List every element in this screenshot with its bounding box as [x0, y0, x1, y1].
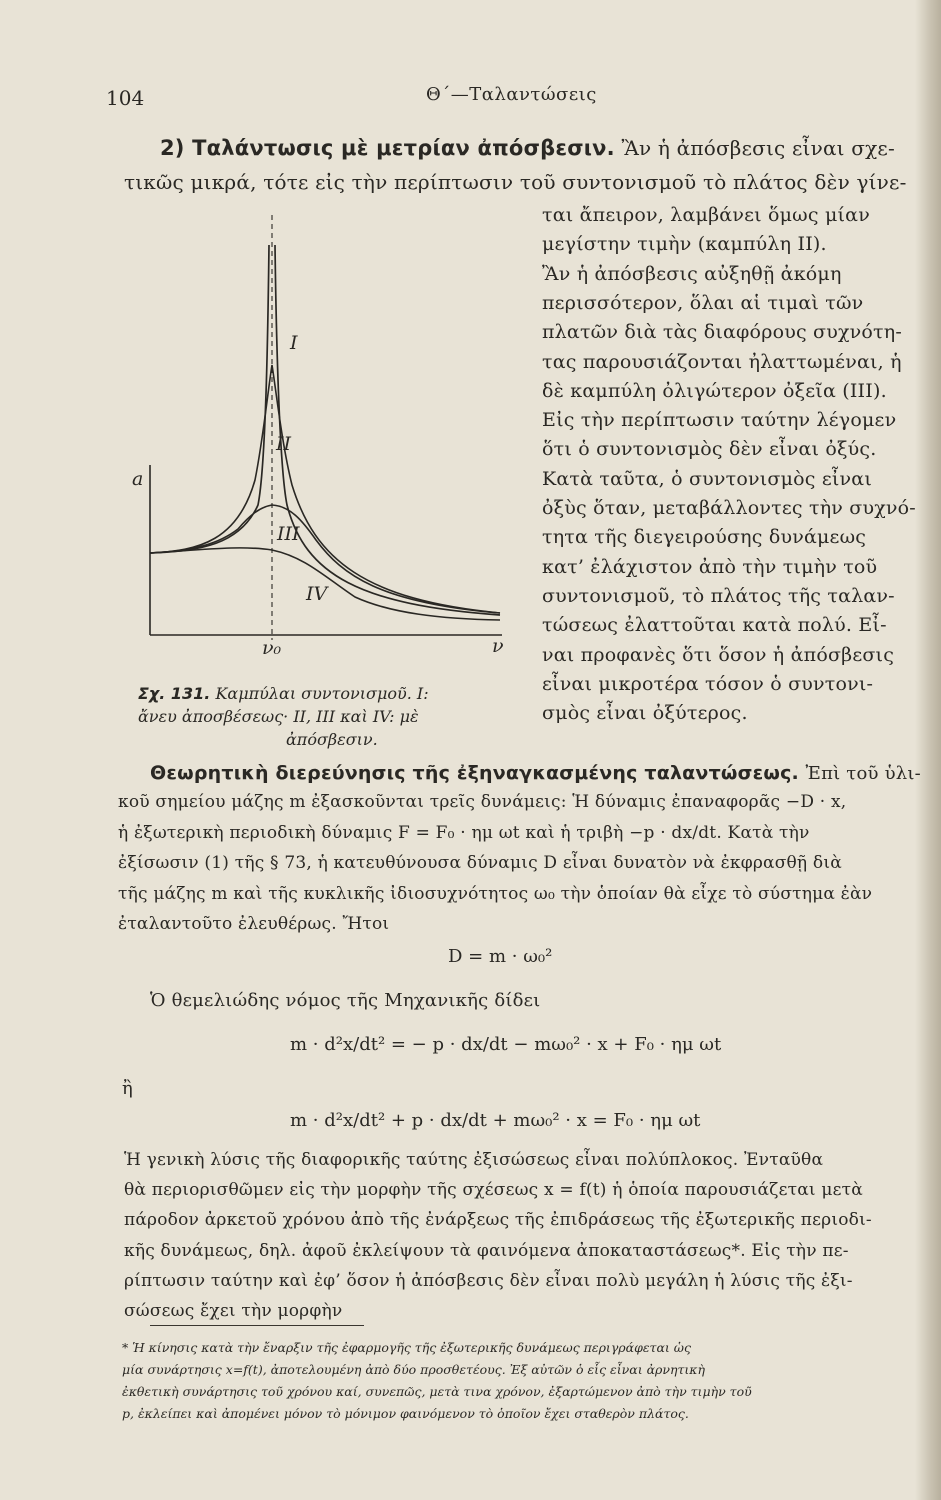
equation-d: D = m · ω₀²: [448, 946, 553, 967]
text-line: ἐξίσωσιν (1) τῆς § 73, ἡ κατευθύνουσα δύναμις D εἶναι δυνατὸν νὰ ἐκφρασθῇ διὰ: [118, 853, 842, 873]
curve-2-label: II: [276, 433, 292, 455]
text-line: ται ἄπειρον, λαμβάνει ὅμως μίαν: [542, 204, 870, 226]
text-line: σώσεως ἔχει τὴν μορφὴν: [124, 1301, 343, 1321]
section-title: 2) Ταλάντωσις μὲ μετρίαν ἀπόσβεσιν.: [160, 136, 615, 160]
text-line: σμὸς εἶναι ὀξύτερος.: [542, 702, 748, 725]
curve-4-label: IV: [306, 583, 328, 605]
theory-intro: Ἐπὶ τοῦ ὑλι-: [805, 763, 921, 784]
figure-caption-line: ἀπόσβεσιν.: [286, 730, 378, 749]
figure-number: Σχ. 131.: [138, 684, 211, 703]
text-line: περισσότερον, ὅλαι αἱ τιμαὶ τῶν: [542, 291, 864, 314]
text-line: τας παρουσιάζονται ἠλαττωμέναι, ἡ: [542, 350, 902, 373]
resonance-frequency-label: ν₀: [262, 637, 282, 659]
figure-caption-text: Καμπύλαι συντονισμοῦ. I:: [215, 684, 429, 703]
figure-caption-line: ἄνευ ἀποσβέσεως· II, III καὶ IV: μὲ: [138, 707, 419, 726]
page-number: 104: [106, 86, 145, 110]
text-line: ρίπτωσιν ταύτην καὶ ἐφ’ ὅσον ἡ ἀπόσβεσις δὲν εἶναι πολὺ μεγάλη ἡ λύσις τῆς ἐξι-: [124, 1270, 853, 1291]
text-line: μία συνάρτησις x=f(t), ἀποτελουμένη ἀπὸ δύο προσθετέους. Ἐξ αὐτῶν ὁ εἷς εἶναι ἀρνητικὴ: [122, 1362, 705, 1377]
text-line: p, ἐκλείπει καὶ ἀπομένει μόνον τὸ μόνιμον φαινόμενον τὸ ὁποῖον ἔχει σταθερὸν πλάτος.: [122, 1406, 689, 1421]
text-line: τητα τῆς διεγειρούσης δυνάμεως: [542, 526, 867, 549]
text-line: μεγίστην τιμὴν (καμπύλη II).: [542, 233, 827, 256]
theory-title: Θεωρητικὴ διερεύνησις τῆς ἐξηναγκασμένης ταλαντώσεως.: [150, 762, 799, 784]
resonance-curves-svg: [120, 215, 520, 675]
theory-heading-line: [150, 760, 921, 784]
text-line: ἐκθετικὴ συνάρτησις τοῦ χρόνου καί, συνεπῶς, μετὰ τινα χρόνον, ἐξαρτώμενον ἀπὸ τὴν τιμὴν τοῦ: [122, 1384, 752, 1399]
curve-3-label: III: [277, 523, 300, 545]
text-line: ὀξὺς ὅταν, μεταβάλλοντες τὴν συχνό-: [542, 497, 916, 519]
text-line: τῆς μάζης m καὶ τῆς κυκλικῆς ἰδιοσυχνότητος ω₀ τὴν ὁποίαν θὰ εἶχε τὸ σύστημα ἐὰν: [118, 883, 873, 904]
text-line: πάροδον ἀρκετοῦ χρόνου ἀπὸ τῆς ἐνάρξεως τῆς ἐπιδράσεως τῆς ἐξωτερικῆς περιοδι-: [124, 1210, 872, 1231]
text-line: πλατῶν διὰ τὰς διαφόρους συχνότη-: [542, 321, 902, 344]
text-line: κῆς δυνάμεως, δηλ. ἀφοῦ ἐκλείψουν τὰ φαινόμενα ἀποκαταστάσεως*. Εἰς τὴν πε-: [124, 1240, 849, 1261]
text-line: ἡ ἐξωτερικὴ περιοδικὴ δύναμις F = F₀ · ημ ωt καὶ ἡ τριβὴ −p · dx/dt. Κατὰ τὴν: [118, 822, 810, 843]
equation-motion-rearranged: m · d²x/dt² + p · dx/dt + mω₀² · x = F₀ · ημ ωt: [290, 1110, 701, 1131]
text-line: δὲ καμπύλη ὀλιγώτερον ὀξεῖα (III).: [542, 379, 887, 402]
text-line: Εἰς τὴν περίπτωσιν ταύτην λέγομεν: [542, 409, 897, 432]
page-edge-shadow: [915, 0, 941, 1500]
text-line: Κατὰ ταῦτα, ὁ συντονισμὸς εἶναι: [542, 467, 872, 490]
text-line: Ἡ γενικὴ λύσις τῆς διαφορικῆς ταύτης ἐξισώσεως εἶναι πολύπλοκος. Ἐνταῦθα: [124, 1150, 824, 1170]
text-line: Ἂν ἡ ἀπόσβεσις αὐξηθῇ ἀκόμη: [542, 262, 842, 285]
text-line: ναι προφανὲς ὅτι ὅσον ἡ ἀπόσβεσις: [542, 643, 895, 666]
law-intro: Ὁ θεμελιώδης νόμος τῆς Μηχανικῆς δίδει: [150, 990, 541, 1011]
section-intro: Ἂν ἡ ἀπόσβεσις εἶναι σχε-: [621, 136, 895, 160]
y-axis-label: a: [132, 468, 144, 490]
text-line: εἶναι μικροτέρα τόσον ὁ συντονι-: [542, 672, 874, 695]
text-line: κοῦ σημείου μάζης m ἐξασκοῦνται τρεῖς δυνάμεις: Ἡ δύναμις ἐπαναφορᾶς −D · x,: [118, 792, 847, 812]
or-word: ἢ: [122, 1078, 133, 1099]
footnote-rule: [150, 1325, 364, 1326]
running-header: Θ΄—Ταλαντώσεις: [426, 84, 597, 105]
text-line: συντονισμοῦ, τὸ πλάτος τῆς ταλαν-: [542, 584, 895, 607]
text-line: κατ’ ἐλάχιστον ἀπὸ τὴν τιμὴν τοῦ: [542, 555, 878, 578]
text-line: τώσεως ἐλαττοῦται κατὰ πολύ. Εἶ-: [542, 614, 887, 637]
equation-motion: m · d²x/dt² = − p · dx/dt − mω₀² · x + F₀ · ημ ωt: [290, 1034, 722, 1055]
curve-1-right: [275, 245, 500, 615]
text-line: * Ἡ κίνησις κατὰ τὴν ἔναρξιν τῆς ἐφαρμογῆς τῆς ἐξωτερικῆς δυνάμεως περιγράφεται ὡς: [122, 1340, 691, 1355]
section-heading-line: [160, 136, 895, 160]
text-line: ὅτι ὁ συντονισμὸς δὲν εἶναι ὀξύς.: [542, 438, 877, 461]
text-line: τικῶς μικρά, τότε εἰς τὴν περίπτωσιν τοῦ συντονισμοῦ τὸ πλάτος δὲν γίνε-: [124, 170, 907, 194]
curve-1: [150, 245, 269, 553]
text-line: ἐταλαντοῦτο ἐλευθέρως. Ἤτοι: [118, 914, 390, 934]
curve-1-label: I: [290, 332, 298, 354]
resonance-figure: [120, 215, 520, 675]
x-axis-label: ν: [492, 635, 504, 657]
text-line: θὰ περιορισθῶμεν εἰς τὴν μορφὴν τῆς σχέσεως x = f(t) ἡ ὁποία παρουσιάζεται μετὰ: [124, 1180, 863, 1201]
figure-caption-line: [138, 684, 429, 703]
